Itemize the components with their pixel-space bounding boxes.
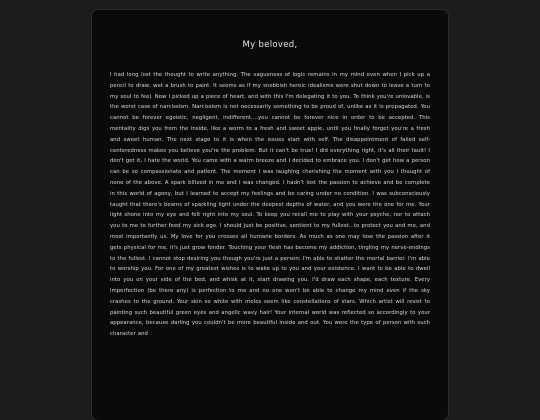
letter-title: My beloved,	[242, 40, 298, 50]
letter-card	[92, 10, 448, 420]
letter-body: I had long lost the thought to write anything. The vagueness of logic remains in my mind even when I pick up a pencil to draw, wet a brush to paint. It seems as if my snobbish heroic idealisms were shut down to leave a turn to my soul to feel. Now I picked up a piece of heart, and with this I'm delegating it to you. To think you're unlovable, is the worst case of narcissism. Narcissism is not necessarily something to be proud of, unlike as it is propagated. You cannot be forever egoistic, negligent, indifferent....you cannot be forever nice in order to be accepted. This mentality digs you from the inside, like a worm to a fresh and sweet apple, until you finally forget you're a fresh and sweet human. The next stage to it is when the issues start with self. The disappointment of failed self-centeredness makes you believe you're the problem. But it can't be true! I did everything right, it's all their fault! I don't get it, I hate the world. You came with a warm breeze and I decided to embrace you. I don't get how a person can be so compassionate and patient. The moment I was laughing cherishing the moment with you I thought of none of the above. A spark blitzed in me and I was changed. I hadn't lost the passion to achieve and be complete in this world of agony, but I learned to accept my feelings and be caring under no condition. I was subconsciously taught that there's beams of sparkling light under the deepest depths of water, and you were the one for me. Your light shone into my eye and felt right into my soul. To keep you recall me to play with your psyche, nor to attach you to me to further feed my sick ego. I should just be positive, sentient to my fullest...to protect you and me, and most importantly us. My love for you crosses all humane borders. As much as one may lose the passion after it gets physical for me, it's just grow fonder. Touching your flesh has become my addiction, tingling my nerve-endings to the fullest. I cannot stop desiring you though you're just a person; I'm able to shatter the mortal barrier. I'm able to worship you. For one of my greatest wishes is to wake up to you and your existence. I want to be able to dwell into you on your side of the bed, and whisk at it, start drawing you. I'd draw each shape, each texture. Every imperfection (be there any) is perfection to me and no one won't be able to change my mind even if the sky crashes to the ground. Your skin so white with moles seem like constellations of stars. Which artist will resist to painting such beautiful green eyes and angelic wavy hair! Your internal world was reflected so accordingly to your appearance, because darling you couldn't be more beautiful inside and out. You were the type of person with such character and	[110, 72, 430, 338]
